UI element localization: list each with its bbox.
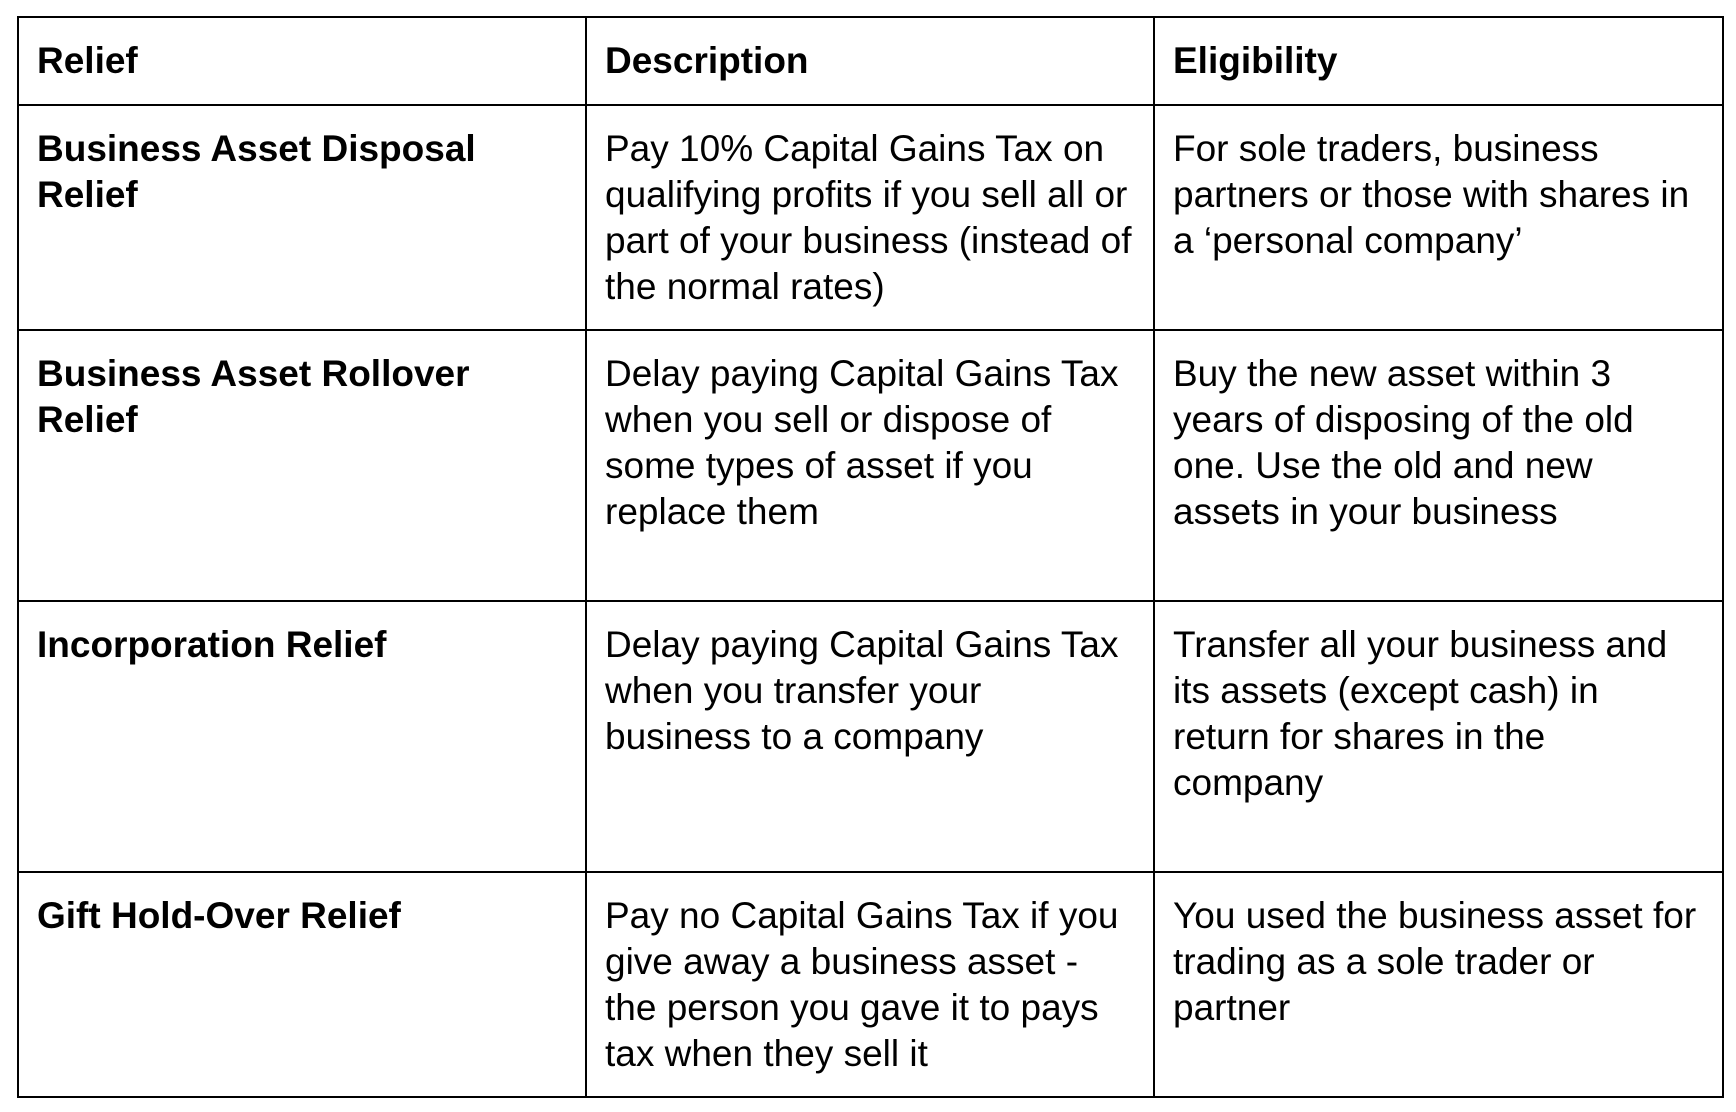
description-cell: Pay 10% Capital Gains Tax on qualifying profits if you sell all or part of your business (instead of the normal rates) bbox=[586, 105, 1154, 330]
table-header bbox=[18, 17, 1723, 105]
description-cell: Delay paying Capital Gains Tax when you transfer your business to a company bbox=[586, 601, 1154, 872]
relief-name-cell: Gift Hold-Over Relief bbox=[18, 872, 586, 1097]
eligibility-cell: For sole traders, business partners or those with shares in a ‘personal company’ bbox=[1154, 105, 1723, 330]
table-row bbox=[18, 105, 1723, 330]
header-eligibility: Eligibility bbox=[1154, 17, 1723, 105]
header-description: Description bbox=[586, 17, 1154, 105]
description-cell: Pay no Capital Gains Tax if you give away a business asset - the person you gave it to pays tax when they sell it bbox=[586, 872, 1154, 1097]
description-cell: Delay paying Capital Gains Tax when you sell or dispose of some types of asset if you replace them bbox=[586, 330, 1154, 601]
relief-name-cell: Business Asset Rollover Relief bbox=[18, 330, 586, 601]
header-row bbox=[18, 17, 1723, 105]
table-row bbox=[18, 872, 1723, 1097]
header-relief: Relief bbox=[18, 17, 586, 105]
table-row bbox=[18, 601, 1723, 872]
table-row bbox=[18, 330, 1723, 601]
table-body bbox=[18, 105, 1723, 1097]
eligibility-cell: Buy the new asset within 3 years of disposing of the old one. Use the old and new assets in your business bbox=[1154, 330, 1723, 601]
relief-name-cell: Business Asset Disposal Relief bbox=[18, 105, 586, 330]
relief-name-cell: Incorporation Relief bbox=[18, 601, 586, 872]
eligibility-cell: Transfer all your business and its assets (except cash) in return for shares in the company bbox=[1154, 601, 1723, 872]
eligibility-cell: You used the business asset for trading as a sole trader or partner bbox=[1154, 872, 1723, 1097]
relief-table bbox=[17, 16, 1724, 1098]
